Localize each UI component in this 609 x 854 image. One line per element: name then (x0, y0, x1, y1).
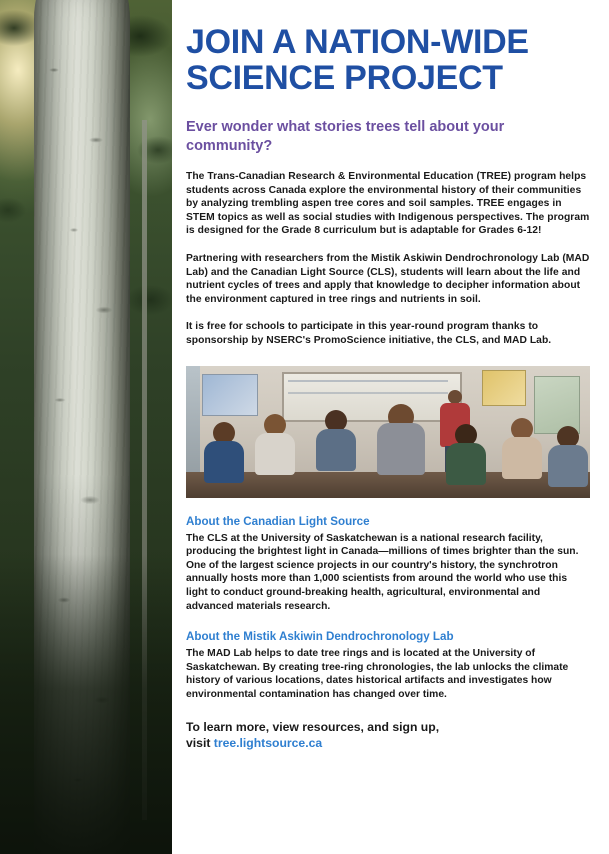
cta-visit-line (186, 735, 590, 751)
student-figure (444, 424, 488, 484)
student-figure (498, 418, 546, 484)
wall-poster-right-upper (482, 370, 526, 406)
intro-paragraph-3: It is free for schools to participate in this year-round program thanks to sponsorship by NSERC's PromoScience initiative, the CLS, and MAD Lab. (186, 321, 552, 346)
wall-poster-left (202, 374, 258, 416)
student-figure (252, 414, 298, 484)
forest-ground (0, 554, 172, 854)
student-figure (202, 422, 246, 484)
section-body-cls: The CLS at the University of Saskatchewan is a national research facility, producing the brightest light in Canada—millions of times brighter than the sun. One of the largest science projects in our country's history, the synchrotron annually hosts more than 1,000 scientists from around the world who use this light to conduct ground-breaking health, agricultural, environmental and advanced materials research. (186, 532, 579, 612)
student-torso (446, 443, 486, 485)
student-torso (502, 437, 542, 479)
student-torso (548, 445, 588, 487)
student-torso (255, 433, 295, 475)
teacher-head (448, 390, 462, 404)
call-to-action (186, 719, 590, 751)
student-figure (548, 426, 588, 484)
classroom-photo (186, 366, 590, 498)
cta-line: To learn more, view resources, and sign up, (186, 720, 440, 735)
cta-visit-label: visit (186, 736, 214, 751)
section-title-cls: About the Canadian Light Source (186, 514, 370, 528)
website-link[interactable]: tree.lightsource.ca (213, 736, 323, 751)
section-body-madlab: The MAD Lab helps to date tree rings and is located at the University of Saskatchewan. By creating tree-ring chronologies, the lab unlocks the climate history of various locations, dates historical artifacts and investigates how environmental contamination has changed over time. (186, 648, 569, 700)
student-torso (316, 429, 356, 471)
page-title: JOIN A NATION-WIDE SCIENCE PROJECT (186, 23, 529, 97)
poster-subheading: Ever wonder what stories trees tell about your community? (186, 119, 505, 154)
poster-content (186, 0, 590, 854)
forest-tree-photo (0, 0, 172, 854)
intro-paragraph-2: Partnering with researchers from the Mistik Askiwin Dendrochronology Lab (MAD Lab) and the Canadian Light Source (CLS), students will learn about the life and nutrient cycles of trees and apply that knowledge to decipher information about the environment captured in tree rings and nutrients in soil. (186, 252, 590, 305)
intro-paragraph-1: The Trans-Canadian Research & Environmental Education (TREE) program helps students across Canada explore the environmental history of their communities by analyzing trembling aspen tree cores and soil samples. TREE engages in STEM topics as well as social studies with Indigenous perspectives. The program is designed for the Grade 8 curriculum but is adaptable for Grades 6-12! (186, 171, 590, 237)
student-torso (377, 423, 425, 475)
student-figure (372, 404, 430, 484)
student-torso (204, 441, 244, 483)
student-figure (310, 410, 362, 484)
section-title-madlab: About the Mistik Askiwin Dendrochronology Lab (186, 630, 454, 644)
